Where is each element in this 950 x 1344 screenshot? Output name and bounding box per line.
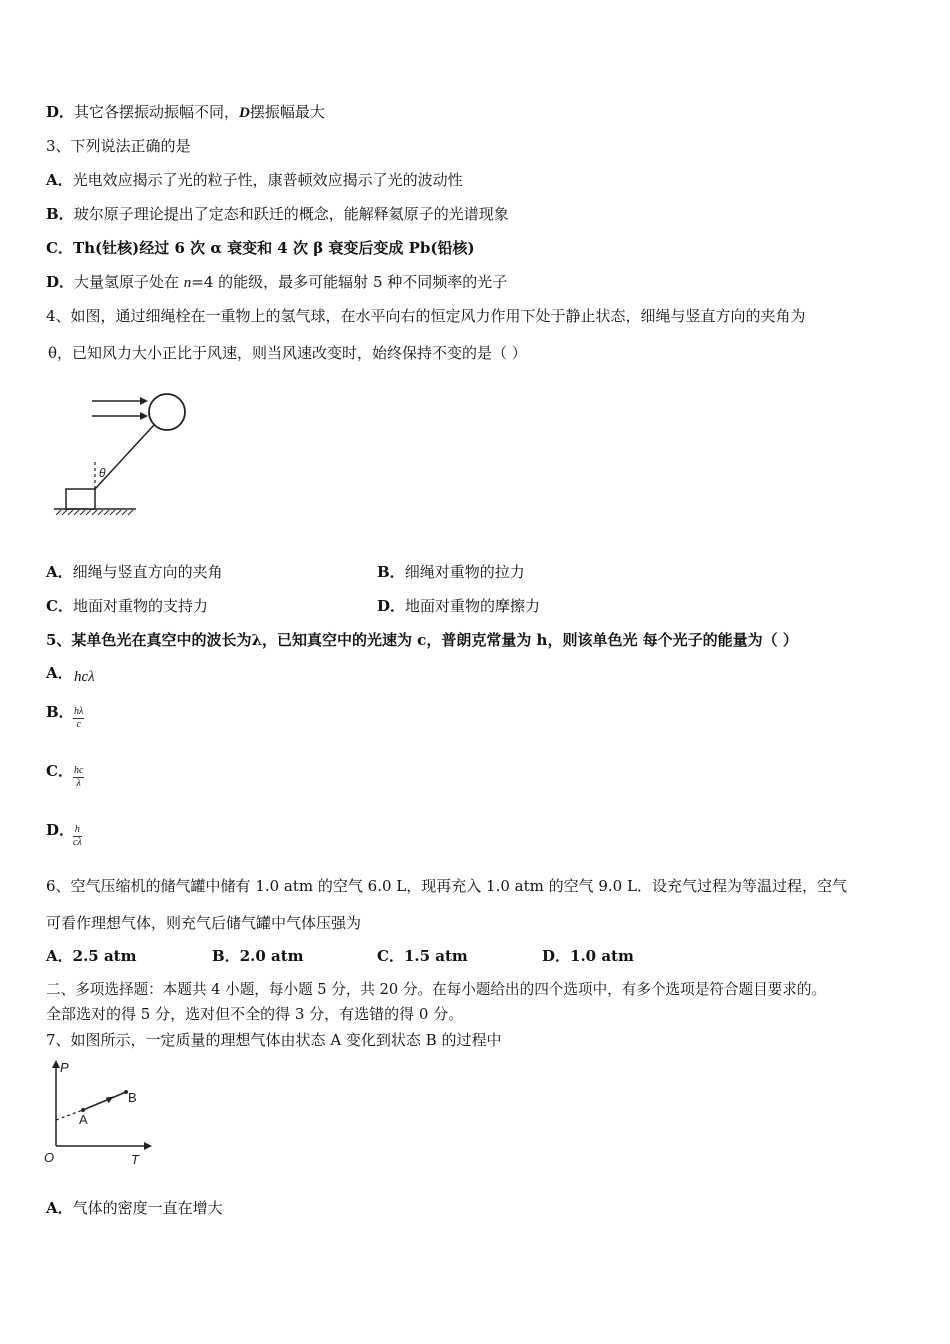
q5-stem: 5、某单色光在真空中的波长为λ，已知真空中的光速为 c，普朗克常量为 h，则该单色光 每个光子的能量为（ ） (46, 631, 798, 649)
option-text: 1.0 atm (570, 947, 634, 965)
q4-option-d (377, 596, 540, 616)
option-text: =4 的能级，最多可能辐射 5 种不同频率的光子 (191, 273, 508, 291)
q5-option-d-letter (46, 820, 74, 840)
option-text: 地面对重物的支持力 (72, 597, 208, 615)
option-text: Th(钍核)经过 6 次 α 衰变和 4 次 β 衰变后变成 Pb(铅核) (72, 239, 475, 257)
option-text: 地面对重物的摩擦力 (405, 597, 541, 615)
option-letter: B． (46, 205, 74, 223)
option-text: 气体的密度一直在增大 (72, 1199, 223, 1217)
state-a-label: A (79, 1112, 88, 1127)
t-axis-label: T (131, 1152, 139, 1167)
q7-pt-graph (40, 1058, 165, 1170)
option-letter: D． (46, 821, 75, 839)
q5-option-b-fraction (73, 706, 84, 731)
q6-option-d (542, 946, 634, 966)
option-letter: B． (212, 947, 240, 965)
q3-stem: 3、下列说法正确的是 (46, 137, 191, 155)
option-text: 细绳对重物的拉力 (404, 563, 525, 581)
option-text: 其它各摆振动振幅不同， (74, 103, 240, 121)
fraction-numerator: h (74, 824, 80, 835)
option-text: 2.0 atm (239, 947, 304, 965)
wind-arrow-head (140, 397, 148, 405)
q3-option-c (46, 238, 475, 258)
option-text: 1.5 atm (403, 947, 468, 965)
q5-option-a-letter (46, 663, 73, 683)
origin-label: O (44, 1150, 55, 1165)
option-text: 光电效应揭示了光的粒子性，康普顿效应揭示了光的波动性 (72, 171, 463, 189)
option-text: 大量氢原子处在 (74, 273, 184, 291)
theta-label: θ (99, 466, 106, 480)
option-letter: D． (377, 597, 406, 615)
q6-stem-line2: 可看作理想气体，则充气后储气罐中气体压强为 (46, 914, 362, 932)
option-text: 细绳与竖直方向的夹角 (72, 563, 223, 581)
option-var: n (183, 275, 192, 291)
q7-option-a (46, 1198, 223, 1218)
q4-option-c (46, 596, 208, 616)
option-letter: C． (46, 762, 73, 780)
ground-hatch (56, 510, 133, 515)
option-letter: B． (377, 563, 405, 581)
process-line (83, 1092, 126, 1110)
option-letter: D． (46, 273, 75, 291)
option-letter: A． (46, 947, 73, 965)
q5-option-b-letter (46, 702, 74, 722)
q5-option-a-expr: hcλ (74, 669, 95, 685)
option-letter: A． (46, 1199, 73, 1217)
option-var: D (239, 105, 250, 121)
state-b-label: B (128, 1090, 137, 1105)
weight-block (66, 489, 95, 509)
option-letter: D． (46, 103, 75, 121)
option-letter: A． (46, 171, 73, 189)
q2-option-d (46, 102, 325, 123)
q6-stem-line1: 6、空气压缩机的储气罐中储有 1.0 atm 的空气 6.0 L，现再充入 1.0 atm 的空气 9.0 L．设充气过程为等温过程，空气 (46, 877, 847, 895)
p-axis-label: P (60, 1060, 69, 1075)
p-axis-arrow (52, 1060, 60, 1068)
fraction-numerator: hλ (74, 706, 84, 717)
q5-option-c-letter (46, 761, 73, 781)
option-letter: A． (46, 664, 73, 682)
section2-header-line2: 全部选对的得 5 分，选对但不全的得 3 分，有选错的得 0 分。 (46, 1005, 464, 1023)
q5-option-c-fraction (73, 765, 84, 790)
q4-stem-line2: θ，已知风力大小正比于风速，则当风速改变时，始终保持不变的是（ ） (48, 344, 527, 362)
fraction-numerator: hc (74, 765, 84, 776)
option-letter: C． (46, 239, 73, 257)
t-axis-arrow (144, 1142, 152, 1150)
balloon (149, 394, 185, 430)
option-letter: B． (46, 703, 74, 721)
option-text: 2.5 atm (72, 947, 137, 965)
option-letter: A． (46, 563, 73, 581)
q6-option-a (46, 946, 136, 966)
q6-option-b (212, 946, 304, 966)
q4-option-a (46, 562, 223, 582)
option-letter: C． (377, 947, 404, 965)
option-text: 摆振幅最大 (249, 103, 325, 121)
q4-balloon-figure (50, 385, 200, 525)
q4-stem-line1: 4、如图，通过细绳栓在一重物上的氢气球，在水平向右的恒定风力作用下处于静止状态，细绳与竖直方向的夹角为 (46, 307, 806, 325)
option-letter: C． (46, 597, 73, 615)
q7-stem: 7、如图所示，一定质量的理想气体由状态 A 变化到状态 B 的过程中 (46, 1031, 502, 1049)
q3-option-a (46, 170, 463, 190)
option-text: 玻尔原子理论提出了定态和跃迁的概念，能解释氦原子的光谱现象 (73, 205, 509, 223)
q3-option-b (46, 204, 509, 224)
q4-option-b (377, 562, 525, 582)
fraction-denominator: λ (76, 778, 81, 789)
fraction-denominator: cλ (73, 837, 82, 848)
q3-option-d (46, 272, 507, 293)
q5-option-d-fraction (73, 824, 82, 849)
wind-arrow-head (140, 412, 148, 420)
fraction-denominator: c (76, 719, 81, 730)
q6-option-c (377, 946, 468, 966)
option-letter: D． (542, 947, 571, 965)
section2-header-line1: 二、多项选择题：本题共 4 小题，每小题 5 分，共 20 分。在每小题给出的四个选项中，有多个选项是符合题目要求的。 (46, 981, 827, 998)
